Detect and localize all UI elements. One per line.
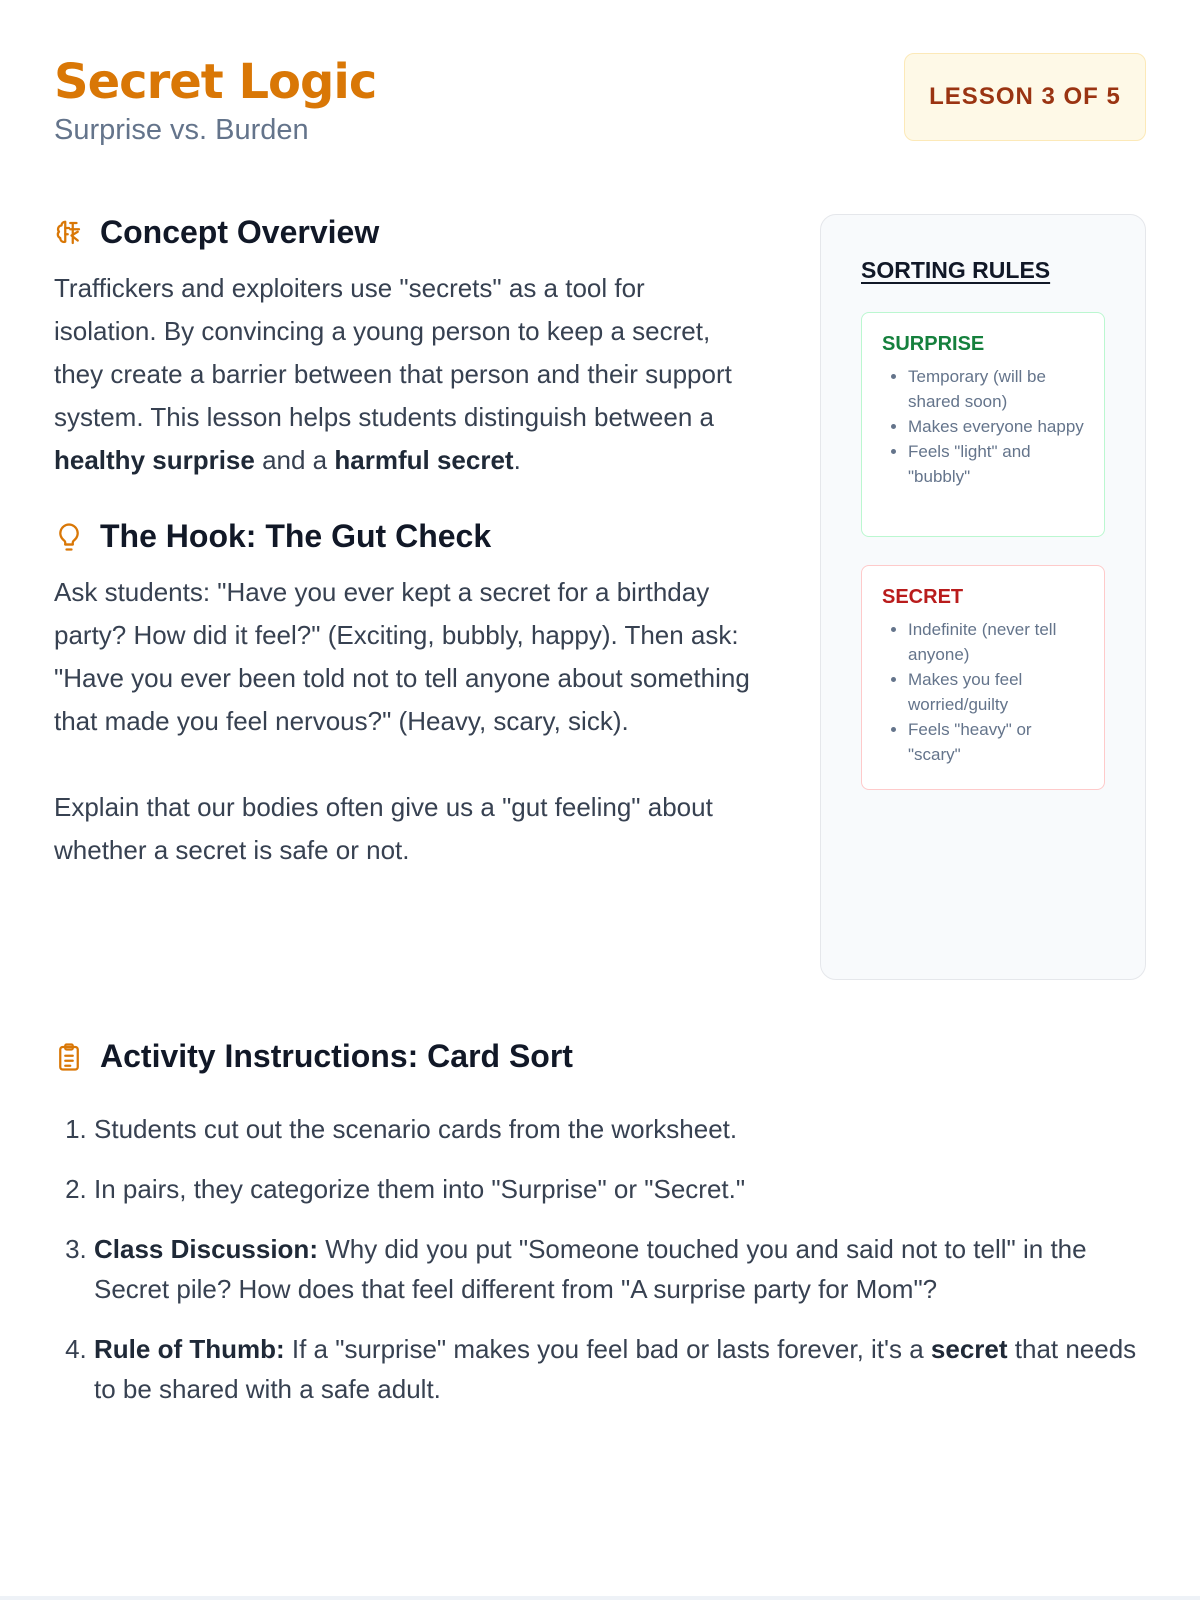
page-title: Secret Logic [54, 54, 377, 110]
step-text: In pairs, they categorize them into "Surprise" or "Secret." [94, 1174, 746, 1204]
surprise-heading: SURPRISE [882, 333, 985, 355]
overview-text-part: . [513, 445, 521, 475]
hook-heading: The Hook: The Gut Check [100, 518, 492, 554]
activity-heading-row [54, 1038, 1154, 1075]
clipboard-icon [54, 1042, 84, 1072]
secret-list [882, 617, 1086, 767]
activity-heading: Activity Instructions: Card Sort [100, 1038, 573, 1074]
brain-icon [54, 218, 84, 248]
step-text: that needs to be shared with a safe adult. [94, 1334, 1137, 1404]
overview-heading-row [54, 214, 754, 251]
surprise-card [861, 312, 1105, 537]
lesson-badge: LESSON 3 OF 5 [904, 53, 1146, 141]
list-item: • Temporary (will be shared soon) [908, 364, 1086, 414]
step-bold-label: Rule of Thumb: [94, 1334, 285, 1364]
surprise-list [882, 364, 1086, 489]
step-text: Students cut out the scenario cards from the worksheet. [94, 1114, 738, 1144]
list-item [94, 1109, 1154, 1149]
bottom-divider [0, 1596, 1200, 1600]
activity-steps [54, 1109, 1154, 1409]
main-content [54, 214, 754, 872]
overview-text [54, 267, 754, 482]
list-item: • Makes everyone happy [908, 414, 1086, 439]
step-text: If a "surprise" makes you feel bad or lasts forever, it's a [284, 1334, 931, 1364]
hook-text: Ask students: "Have you ever kept a secret for a birthday party? How did it feel?" (Exciting, bubbly, happy). Then ask: "Have you ever been told not to tell anyone about something that made you feel nervous?" (Heavy, scary, sick). [54, 577, 750, 736]
overview-text-part: Traffickers and exploiters use "secrets" as a tool for isolation. By convincing a young person to keep a secret, they create a barrier between that person and their support system. This lesson helps students distinguish between a [54, 273, 732, 432]
lightbulb-icon [54, 522, 84, 552]
step-text: Why did you put "Someone touched you and said not to tell" in the Secret pile? How does that feel different from "A surprise party for Mom"? [94, 1234, 1087, 1304]
overview-bold-healthy-surprise: healthy surprise [54, 445, 255, 475]
step-bold-secret: secret [930, 1334, 1008, 1364]
secret-heading: SECRET [882, 586, 964, 608]
sorting-rules-title: SORTING RULES [861, 257, 1051, 283]
list-item: • Makes you feel worried/guilty [908, 667, 1086, 717]
hook-text-2: Explain that our bodies often give us a "gut feeling" about whether a secret is safe or not. [54, 792, 713, 865]
list-item [94, 1329, 1154, 1409]
hook-heading-row [54, 518, 754, 555]
secret-card [861, 565, 1105, 790]
overview-text-part: and a [254, 445, 335, 475]
list-item [94, 1169, 1154, 1209]
list-item [94, 1229, 1154, 1309]
page-header [54, 52, 376, 147]
overview-bold-harmful-secret: harmful secret [334, 445, 514, 475]
sorting-rules-panel [820, 214, 1146, 980]
list-item: • Feels "heavy" or "scary" [908, 717, 1086, 767]
step-bold-label: Class Discussion: [94, 1234, 318, 1264]
page-subtitle: Surprise vs. Burden [54, 114, 309, 146]
list-item: • Indefinite (never tell anyone) [908, 617, 1086, 667]
list-item: • Feels "light" and "bubbly" [908, 439, 1086, 489]
activity-section [54, 1038, 1154, 1429]
overview-heading: Concept Overview [100, 214, 380, 250]
